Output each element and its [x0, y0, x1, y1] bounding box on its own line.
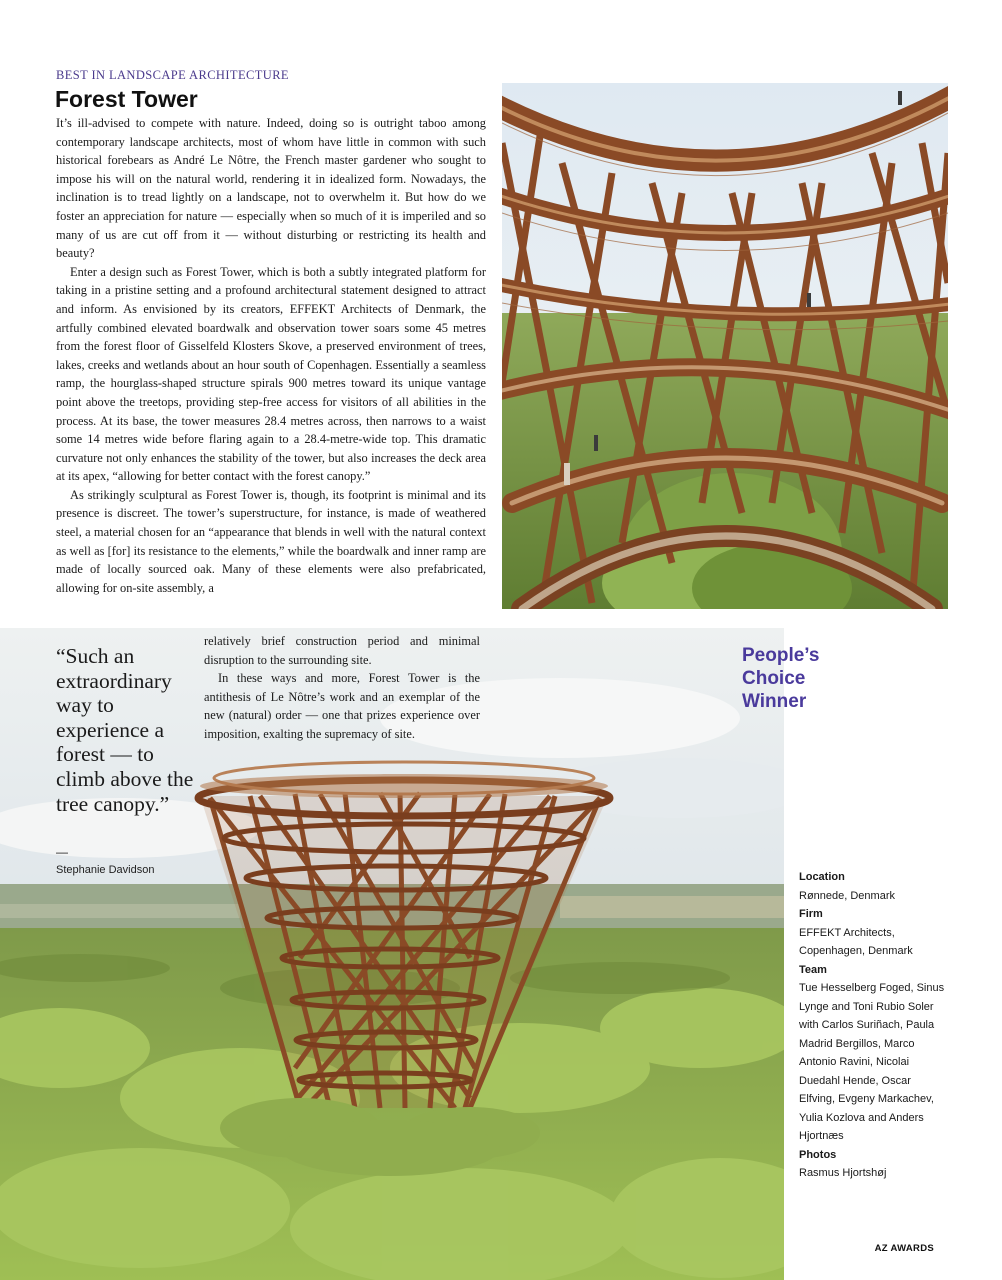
info-label-photos: Photos [799, 1148, 837, 1161]
article-body-lower [204, 632, 480, 744]
body-paragraph: As strikingly sculptural as Forest Tower is, though, its footprint is minimal and its presence is discreet. The tower’s superstructure, for instance, is made of weathered steel, a material chosen for an “appearance that blends in well with the natural context as well as [for] its resistance to the elements,” while the boardwalk and inner ramp are made of locally sourced oak. Many of these elements were also prefabricated, allowing for on-site assembly, a [56, 487, 486, 595]
pull-quote-author: Stephanie Davidson [56, 864, 155, 876]
info-value-location: Rønnede, Denmark [799, 889, 895, 902]
article-body-upper [56, 114, 486, 597]
info-value-team: Tue Hesselberg Foged, Sinus Lynge and Toni Rubio Soler with Carlos Suriñach, Paula Madrid Bergillos, Marco Antonio Ravini, Nicolai Duedahl Hende, Oscar Elfving, Evgeny Markachev, Yulia Kozlova and Anders Hjortnæs [799, 982, 945, 1142]
pull-quote-dash: — [56, 845, 68, 859]
info-value-photos: Rasmus Hjortshøj [799, 1167, 887, 1179]
info-label-firm: Firm [799, 908, 823, 920]
award-label: People’s Choice Winner [742, 645, 820, 712]
body-paragraph: It’s ill-advised to compete with nature. Indeed, doing so is outright taboo among contemporary landscape architects, most of whom have little in common with such historical forebears as André Le Nôtre, the French master gardener who sought to impose his will on the natural world, rendering it in idealized form. Nowadays, the inclination is to tread lightly on a landscape, not to overwhelm it. But how do we foster an appreciation for nature — especially when so much of it is imperiled and so many of us are cut off from it — without disturbing or restricting its health and beauty? [56, 116, 486, 261]
tower-interior-illustration [502, 83, 948, 609]
pull-quote: “Such an extraordinary way to experience a forest — to climb above the tree canopy.” [56, 644, 194, 816]
body-paragraph: In these ways and more, Forest Tower is the antithesis of Le Nôtre’s work and an exemplar of the new (natural) order — one that prizes experience over imposition, exalting the supremacy of site. [204, 671, 480, 741]
section-kicker: BEST IN LANDSCAPE ARCHITECTURE [56, 68, 289, 82]
info-label-team: Team [799, 963, 827, 976]
project-info [799, 868, 949, 1183]
page-footer-label: AZ AWARDS [874, 1243, 934, 1254]
article-title: Forest Tower [55, 86, 198, 112]
info-label-location: Location [799, 871, 845, 883]
info-value-firm: EFFEKT Architects, Copenhagen, Denmark [799, 926, 913, 957]
tower-interior-photo [502, 83, 948, 609]
body-paragraph: relatively brief construction period and minimal disruption to the surrounding site. [204, 634, 480, 667]
body-paragraph: Enter a design such as Forest Tower, which is both a subtly integrated platform for taking in a pristine setting and a profound architectural statement designed to attract and inform. As envisioned by its creators, EFFEKT Architects of Denmark, the artfully combined elevated boardwalk and observation tower soars some 45 metres from the forest floor of Gisselfeld Klosters Skove, a preserved environment of trees, lakes, creeks and wetlands about an hour south of Copenhagen. Essentially a seamless ramp, the hourglass-shaped structure spirals 900 metres toward its unique vantage point above the treetops, providing step-free access for visitors of all abilities in the process. At its base, the tower measures 28.4 metres across, then narrows to a waist some 14 metres wide before flaring again to a 28.4-metre-wide top. This dramatic curvature not only enhances the stability of the tower, but also increases the deck area at its apex, “allowing for better contact with the forest canopy.” [56, 264, 486, 484]
